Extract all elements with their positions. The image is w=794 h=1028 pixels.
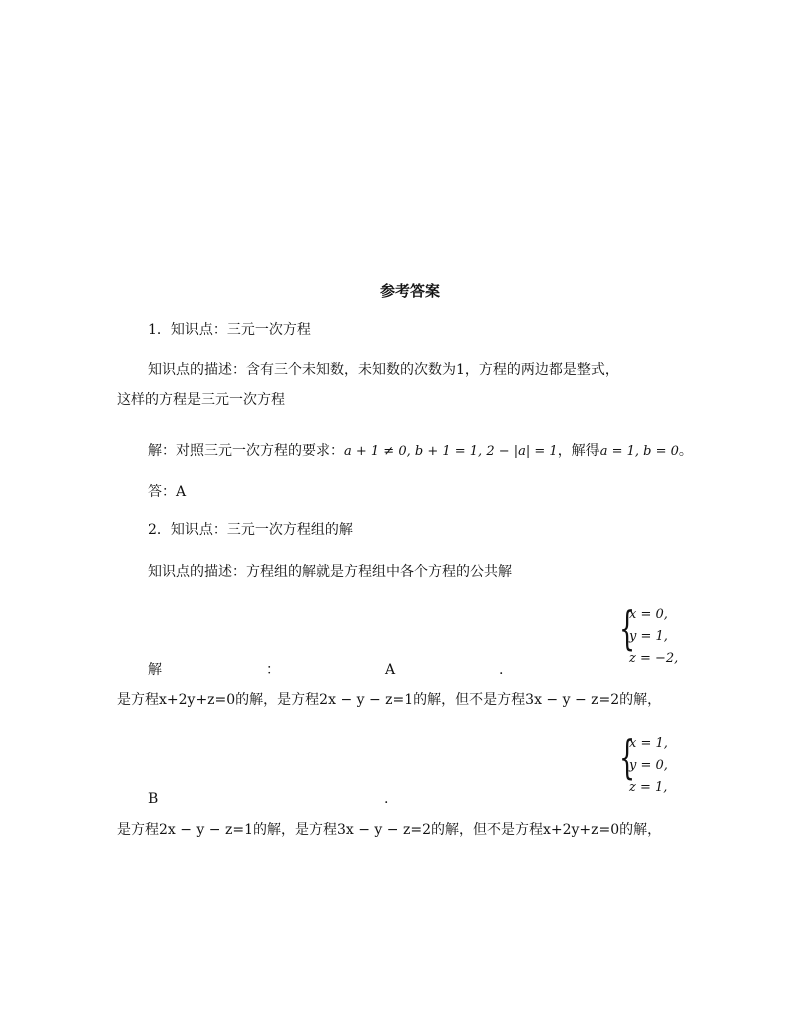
q1-solution-mid: ，解得 <box>557 443 600 459</box>
q2-option-a-statement: 是方程x+2y+z=0的解，是方程2x − y − z=1的解，但不是方程3x − y − z=2的解， <box>117 692 662 708</box>
q2-option-a-label: A <box>385 662 396 678</box>
q2-solution-colon: ： <box>266 662 280 678</box>
q1-result-math: a = 1, b = 0 <box>599 444 679 459</box>
system-a-row2: y = 1, <box>629 629 668 644</box>
q1-solution-line <box>148 442 693 461</box>
q2-option-b-dot: . <box>384 791 389 807</box>
brace-icon: { <box>619 730 636 784</box>
q2-option-b-system <box>619 730 679 798</box>
q1-solution-end: 。 <box>678 443 693 459</box>
q1-description-line2: 这样的方程是三元一次方程 <box>117 392 285 408</box>
system-b-row1: x = 1, <box>629 736 668 751</box>
system-a-row3: z = −2, <box>629 651 679 666</box>
system-b-row2: y = 0, <box>629 758 668 773</box>
q2-option-b-label: B <box>148 791 159 807</box>
q2-solution-label: 解 <box>148 662 162 678</box>
q1-answer: 答：A <box>148 484 187 500</box>
brace-icon: { <box>619 601 636 655</box>
system-a-row1: x = 0, <box>629 607 668 622</box>
q1-description-line1: 知识点的描述：含有三个未知数，未知数的次数为1，方程的两边都是整式， <box>148 362 619 378</box>
system-b-row3: z = 1, <box>629 780 668 795</box>
q2-option-a-system <box>619 601 679 669</box>
q2-option-a-dot: . <box>499 662 504 678</box>
q2-description: 知识点的描述：方程组的解就是方程组中各个方程的公共解 <box>148 564 512 580</box>
q2-header: 2．知识点：三元一次方程组的解 <box>148 522 353 538</box>
page-title: 参考答案 <box>380 282 441 300</box>
q1-solution-prefix: 解：对照三元一次方程的要求： <box>148 443 344 459</box>
q1-header: 1．知识点：三元一次方程 <box>148 322 311 338</box>
q1-condition-math: a + 1 ≠ 0, b + 1 = 1, 2 − |a| = 1 <box>344 444 558 459</box>
q2-option-b-statement: 是方程2x − y − z=1的解，是方程3x − y − z=2的解，但不是方程x+2y+z=0的解， <box>117 822 662 838</box>
